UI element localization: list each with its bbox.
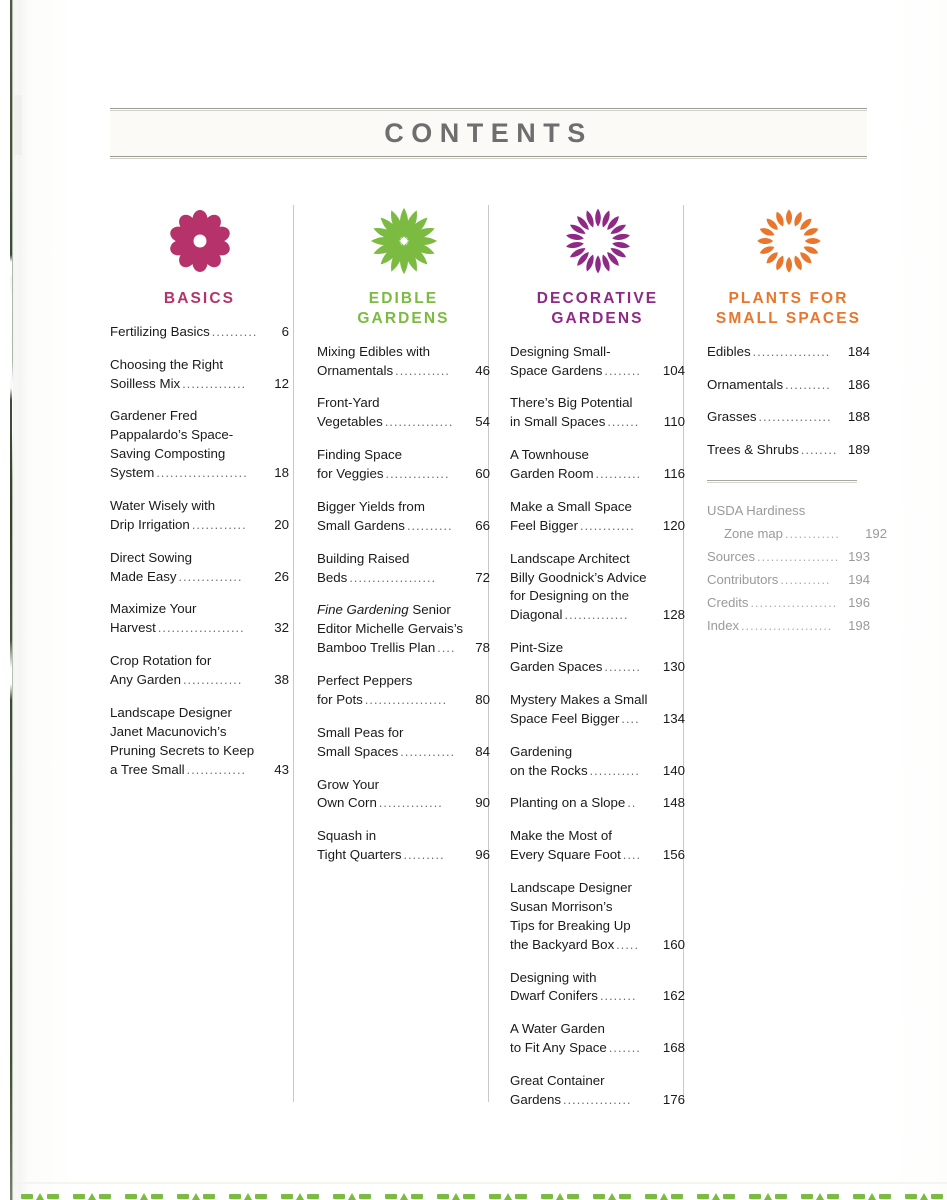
toc-entry-line: Make a Small Space (510, 498, 632, 514)
toc-entry-title: Space Feel Bigger (510, 710, 620, 726)
pointed-leaf-flower-icon (368, 205, 440, 277)
contents-columns (110, 205, 887, 1124)
toc-page-number: 120 (662, 517, 685, 533)
leader-dots: ............ (191, 517, 247, 532)
toc-entry-line (317, 846, 490, 865)
toc-entry-title: in Small Spaces (510, 414, 606, 430)
toc-entry[interactable] (510, 343, 685, 381)
backmatter-entry[interactable] (707, 593, 870, 613)
toc-page-number: 90 (475, 795, 490, 811)
toc-entry[interactable] (110, 652, 289, 690)
toc-page-number: 38 (274, 672, 289, 688)
leader-dots: .................. (757, 550, 840, 565)
toc-entry-title: Soilless Mix (110, 375, 181, 391)
toc-entry[interactable] (317, 724, 490, 762)
toc-page-number: 12 (274, 375, 289, 391)
title-band (110, 111, 867, 156)
toc-page-number: 20 (274, 516, 289, 532)
entry-list-decorative-gardens (510, 343, 685, 1110)
toc-page-number: 60 (475, 466, 490, 482)
section-title-basics (110, 289, 289, 309)
backmatter-page-number: 193 (848, 549, 870, 565)
toc-page-number: 6 (281, 323, 289, 339)
toc-entry-line: Mixing Edibles with (317, 343, 431, 359)
toc-entry[interactable] (510, 827, 685, 865)
toc-entry[interactable] (317, 672, 490, 710)
toc-entry[interactable] (110, 407, 289, 483)
toc-entry-line (110, 516, 289, 535)
section-title-decorative-gardens (510, 289, 685, 329)
leader-dots: .......... (211, 324, 258, 339)
leader-dots: .......... (406, 518, 453, 533)
toc-entry-line: Billy Goodnick’s Advice (510, 569, 647, 585)
toc-entry-line: Finding Space (317, 447, 403, 463)
leader-dots: ................... (750, 596, 838, 611)
toc-page-number: 189 (847, 442, 870, 458)
leader-dots: ............. (182, 673, 243, 688)
toc-entry[interactable] (317, 343, 490, 381)
toc-entry-title: for Veggies (317, 466, 384, 482)
toc-page-number: 46 (475, 362, 490, 378)
toc-entry-line (510, 517, 685, 536)
toc-entry[interactable] (317, 601, 490, 658)
toc-entry-line (110, 568, 289, 587)
toc-page-number: 128 (662, 607, 685, 623)
toc-entry-line: Gardener Fred (110, 408, 198, 424)
toc-entry-title: Own Corn (317, 795, 377, 811)
bottom-ornament-strip (13, 1184, 947, 1200)
toc-entry-line (510, 987, 685, 1006)
section-title-line: GARDENS (357, 309, 450, 327)
toc-entry-title: Ornamentals (707, 376, 784, 392)
toc-entry-line (510, 413, 685, 432)
leader-dots: ........... (589, 763, 640, 778)
toc-entry[interactable] (510, 639, 685, 677)
bottom-ornament-motif (437, 1192, 475, 1200)
toc-entry-line: There’s Big Potential (510, 395, 633, 411)
bottom-ornament-motif (905, 1192, 943, 1200)
toc-entry[interactable] (510, 794, 685, 813)
toc-entry[interactable] (510, 691, 685, 729)
toc-entry-line (510, 846, 685, 865)
toc-entry-title: Beds (317, 569, 348, 585)
toc-entry-line: Grow Your (317, 776, 380, 792)
toc-entry-title: Tight Quarters (317, 847, 402, 863)
toc-entry-title: Harvest (110, 620, 156, 636)
toc-entry-line (110, 671, 289, 690)
section-title-line: PLANTS FOR (728, 290, 849, 307)
toc-entry-line: Gardening (510, 743, 573, 759)
toc-entry-line: Perfect Peppers (317, 673, 413, 689)
toc-entry-line (317, 639, 490, 658)
leader-dots: ......... (403, 848, 445, 863)
toc-entry-title: Garden Room (510, 466, 594, 482)
section-header-basics (110, 205, 289, 309)
leader-dots: ................... (157, 621, 245, 636)
toc-entry[interactable] (110, 323, 289, 342)
page-title: CONTENTS (384, 118, 593, 148)
section-column-edible-gardens (295, 205, 490, 1124)
toc-entry-line (510, 762, 685, 781)
section-header-edible-gardens (317, 205, 490, 329)
toc-entry-title: the Backyard Box (510, 936, 615, 952)
toc-entry-line: Editor Michelle Gervais’s (317, 621, 464, 637)
backmatter-rule (707, 480, 857, 483)
toc-entry[interactable] (510, 446, 685, 484)
toc-entry[interactable] (317, 776, 490, 814)
toc-entry-title: for Pots (317, 691, 363, 707)
toc-entry-title: Vegetables (317, 414, 383, 430)
backmatter-entry[interactable] (707, 547, 870, 567)
toc-page-number: 162 (662, 988, 685, 1004)
toc-page-number: 176 (662, 1091, 685, 1107)
toc-entry-line (707, 441, 870, 460)
toc-entry[interactable] (110, 704, 289, 780)
bottom-ornament-motif (21, 1192, 59, 1200)
section-column-decorative-gardens (490, 205, 685, 1124)
toc-entry-line: Water Wisely with (110, 497, 216, 513)
leader-dots: .............. (385, 467, 450, 482)
toc-entry-line: Front-Yard (317, 395, 380, 411)
toc-entry[interactable] (317, 446, 490, 484)
leader-dots: .................... (156, 466, 248, 481)
toc-entry-line: Janet Macunovich’s (110, 723, 227, 739)
toc-page-number: 66 (475, 517, 490, 533)
toc-entry-line: Make the Most of (510, 828, 612, 844)
toc-entry[interactable] (317, 550, 490, 588)
toc-entry[interactable] (707, 408, 870, 427)
toc-entry[interactable] (317, 827, 490, 865)
backmatter-entry-title: Zone map (724, 526, 783, 542)
toc-entry-line: Landscape Designer (510, 880, 632, 896)
toc-entry-line: Fine Gardening Senior (317, 602, 451, 618)
section-title-line: SMALL SPACES (715, 309, 862, 327)
toc-entry-line (510, 710, 685, 729)
toc-page-number: 156 (662, 847, 685, 863)
toc-page-number: 26 (274, 568, 289, 584)
toc-entry-title: Planting on a Slope (510, 795, 626, 811)
leader-dots: .......... (785, 377, 831, 392)
toc-entry[interactable] (707, 343, 870, 362)
toc-page-number: 72 (475, 569, 490, 585)
leader-dots: .... (437, 641, 456, 656)
toc-entry-title: Garden Spaces (510, 659, 603, 675)
leader-dots: ........ (599, 989, 637, 1004)
toc-page-number: 186 (847, 376, 870, 392)
bottom-ornament-motif (385, 1192, 423, 1200)
toc-page-number: 184 (847, 343, 870, 359)
toc-entry[interactable] (510, 498, 685, 536)
toc-entry-title: Feel Bigger (510, 517, 578, 533)
toc-entry-title: Small Gardens (317, 517, 405, 533)
bottom-ornament-motif (73, 1192, 111, 1200)
toc-entry-title: Bamboo Trellis Plan (317, 640, 436, 656)
backmatter-entry[interactable] (707, 524, 887, 544)
leader-dots: ............. (186, 762, 247, 777)
leader-dots: .... (621, 711, 640, 726)
toc-entry[interactable] (510, 550, 685, 626)
section-title-line: EDIBLE (368, 290, 439, 307)
backmatter-entry-title: Sources (707, 549, 756, 565)
backmatter-entry-title: Credits (707, 595, 749, 611)
toc-entry-title: Space Gardens (510, 362, 603, 378)
toc-entry-line (510, 465, 685, 484)
leader-dots: ............... (384, 415, 454, 430)
toc-page-number: 96 (475, 847, 490, 863)
toc-entry-title: Every Square Foot (510, 847, 621, 863)
toc-entry-line (510, 606, 685, 625)
toc-page-number: 104 (662, 362, 685, 378)
contents-header (110, 108, 867, 159)
toc-page-number: 110 (663, 414, 685, 430)
bottom-ornament-motif (281, 1192, 319, 1200)
section-column-basics (110, 205, 295, 1124)
toc-entry-line: Great Container (510, 1073, 605, 1089)
toc-entry-title: System (110, 465, 155, 481)
bottom-ornament-motif (749, 1192, 787, 1200)
toc-entry-line (510, 936, 685, 955)
toc-page-number: 140 (662, 762, 685, 778)
toc-entry-line: Mystery Makes a Small (510, 691, 648, 707)
toc-entry-line: Squash in (317, 828, 377, 844)
toc-entry-line: Pint-Size (510, 640, 564, 656)
leader-dots: ............ (580, 518, 635, 533)
toc-entry[interactable] (317, 498, 490, 536)
sun-ray-flower-icon (753, 205, 825, 277)
section-title-line: BASICS (163, 290, 236, 307)
backmatter-page-number: 196 (848, 595, 870, 611)
toc-entry-line (707, 343, 870, 362)
toc-page-number: 148 (662, 795, 685, 811)
leader-dots: .. (627, 796, 637, 811)
leader-dots: ........ (604, 660, 641, 675)
toc-entry-line: Landscape Designer (110, 704, 232, 720)
backmatter-list (707, 501, 887, 636)
section-title-line: DECORATIVE (536, 290, 659, 307)
leader-dots: ....... (608, 1041, 641, 1056)
toc-entry-line (510, 1091, 685, 1110)
toc-entry-line: Tips for Breaking Up (510, 917, 631, 933)
leader-dots: ............... (563, 1092, 632, 1107)
bottom-ornament-motif (177, 1192, 215, 1200)
toc-entry-line (510, 658, 685, 677)
bottom-ornament-motif (541, 1192, 579, 1200)
toc-entry-title: Edibles (707, 343, 751, 359)
toc-page-number: 168 (662, 1040, 685, 1056)
leader-dots: .............. (564, 608, 629, 623)
leader-dots: .............. (178, 569, 243, 584)
entry-list-basics (110, 323, 289, 780)
toc-entry-title: Grasses (707, 409, 757, 425)
toc-entry-title: Any Garden (110, 672, 181, 688)
toc-entry[interactable] (707, 376, 870, 395)
backmatter-page-number: 192 (865, 526, 887, 542)
toc-entry-title: Made Easy (110, 568, 177, 584)
leader-dots: ................. (752, 344, 831, 359)
bottom-ornament-motif (593, 1192, 631, 1200)
header-rule-bottom (110, 156, 867, 159)
toc-entry-title: a Tree Small (110, 761, 185, 777)
toc-entry-line: Building Raised (317, 550, 410, 566)
toc-entry-line (510, 362, 685, 381)
toc-entry-line (510, 1039, 685, 1058)
toc-entry-line (317, 413, 490, 432)
bottom-ornament-motif (853, 1192, 891, 1200)
leader-dots: ................... (349, 570, 437, 585)
toc-page-number: 160 (662, 936, 685, 952)
toc-page-number: 43 (274, 761, 289, 777)
toc-entry-title: Trees & Shrubs (707, 442, 799, 458)
leader-dots: ............ (395, 363, 450, 378)
gutter-shadow (13, 0, 29, 1200)
toc-entry[interactable] (510, 969, 685, 1007)
toc-entry-line: Pruning Secrets to Keep (110, 742, 255, 758)
bottom-ornament-motif (489, 1192, 527, 1200)
toc-entry-line (110, 761, 289, 780)
leader-dots: ........ (800, 443, 838, 458)
toc-entry-title: Fertilizing Basics (110, 323, 210, 339)
toc-entry-title: to Fit Any Space (510, 1040, 607, 1056)
toc-entry-line (510, 794, 685, 813)
toc-entry-line: Designing with (510, 969, 597, 985)
left-margin-band (14, 95, 22, 155)
leader-dots: .............. (182, 376, 247, 391)
toc-entry-line (707, 376, 870, 395)
toc-entry-line (317, 743, 490, 762)
leader-dots: ........ (604, 363, 641, 378)
leader-dots: ................ (758, 410, 832, 425)
leader-dots: ............ (400, 744, 456, 759)
toc-entry-line (110, 464, 289, 483)
toc-entry-line (707, 408, 870, 427)
toc-entry[interactable] (510, 1020, 685, 1058)
backmatter-entry-title: Contributors (707, 572, 779, 588)
toc-entry[interactable] (110, 600, 289, 638)
toc-page-number: 54 (475, 414, 490, 430)
section-column-plants-for-small-spaces (685, 205, 887, 1124)
toc-page-number: 130 (662, 659, 685, 675)
leader-dots: .................... (741, 619, 833, 634)
bottom-ornament-motif (125, 1192, 163, 1200)
toc-entry-line (317, 794, 490, 813)
toc-entry-title: on the Rocks (510, 762, 588, 778)
toc-entry[interactable] (317, 394, 490, 432)
leader-dots: .......... (595, 467, 642, 482)
toc-entry-line (110, 375, 289, 394)
section-header-decorative-gardens (510, 205, 685, 329)
toc-entry-line (317, 517, 490, 536)
backmatter-page-number: 194 (848, 572, 870, 588)
bottom-ornament-motif (697, 1192, 735, 1200)
toc-entry-title: Small Spaces (317, 743, 399, 759)
toc-entry-line: Crop Rotation for (110, 653, 212, 669)
toc-entry-title: Diagonal (510, 607, 563, 623)
toc-entry-italic-title: Fine Gardening (317, 602, 409, 618)
toc-entry[interactable] (110, 549, 289, 587)
toc-entry-line: Susan Morrison’s (510, 898, 613, 914)
toc-page-number: 32 (274, 620, 289, 636)
toc-entry-line (110, 619, 289, 638)
toc-entry[interactable] (110, 497, 289, 535)
leader-dots: .... (622, 848, 642, 863)
toc-entry-line: Bigger Yields from (317, 498, 425, 514)
toc-page-number: 78 (475, 640, 490, 656)
section-title-edible-gardens (317, 289, 490, 329)
leader-dots: .................. (364, 692, 448, 707)
toc-entry[interactable] (510, 394, 685, 432)
section-header-plants-for-small-spaces (707, 205, 870, 329)
toc-entry-line: A Water Garden (510, 1021, 605, 1037)
toc-entry[interactable] (707, 441, 870, 460)
toc-entry[interactable] (510, 743, 685, 781)
backmatter-entry-title: Index (707, 618, 740, 634)
bottom-ornament-motif (801, 1192, 839, 1200)
bottom-ornament-motif (333, 1192, 371, 1200)
leader-dots: ........... (780, 573, 831, 588)
toc-page-number: 80 (475, 691, 490, 707)
toc-entry-line: Small Peas for (317, 724, 404, 740)
toc-entry-line (317, 362, 490, 381)
toc-entry-line (317, 569, 490, 588)
toc-entry-line: Pappalardo’s Space- (110, 427, 234, 443)
leader-dots: .............. (378, 796, 443, 811)
toc-entry-line: A Townhouse (510, 447, 589, 463)
toc-entry-line: Choosing the Right (110, 356, 224, 372)
toc-entry[interactable] (510, 1072, 685, 1110)
toc-page-number: 84 (475, 743, 490, 759)
toc-entry-title: Drip Irrigation (110, 516, 190, 532)
toc-entry-line: for Designing on the (510, 588, 630, 604)
toc-entry-line: Designing Small- (510, 343, 611, 359)
entry-list-edible-gardens (317, 343, 490, 865)
toc-entry-line: Direct Sowing (110, 549, 193, 565)
backmatter-entry[interactable] (707, 570, 870, 590)
toc-entry[interactable] (510, 879, 685, 955)
toc-entry-line (317, 691, 490, 710)
toc-entry-line: Saving Composting (110, 446, 226, 462)
rounded-petal-flower-icon (164, 205, 236, 277)
toc-entry-line: Landscape Architect (510, 550, 630, 566)
toc-entry-line (110, 323, 289, 342)
bottom-ornament-motif (645, 1192, 683, 1200)
leader-dots: ..... (616, 937, 640, 952)
leader-dots: ....... (607, 415, 640, 430)
backmatter-page-number: 198 (848, 618, 870, 634)
spiky-ring-flower-icon (562, 205, 634, 277)
toc-page-number: 134 (662, 710, 685, 726)
toc-entry[interactable] (110, 356, 289, 394)
toc-page-number: 188 (847, 409, 870, 425)
leader-dots: ............ (784, 527, 840, 542)
section-title-plants-for-small-spaces (707, 289, 870, 329)
toc-entry-line: Maximize Your (110, 601, 197, 617)
toc-entry-title: Ornamentals (317, 362, 394, 378)
toc-entry-title: Dwarf Conifers (510, 988, 598, 1004)
toc-entry-line (317, 465, 490, 484)
toc-page-number: 116 (663, 466, 685, 482)
toc-entry-title: Gardens (510, 1091, 561, 1107)
bottom-ornament-motif (229, 1192, 267, 1200)
backmatter-entry[interactable] (707, 616, 870, 636)
entry-list-plants-for-small-spaces (707, 343, 870, 461)
section-title-line: GARDENS (551, 309, 644, 327)
backmatter-entry-label: USDA Hardiness (707, 503, 806, 519)
toc-page-number: 18 (274, 465, 289, 481)
